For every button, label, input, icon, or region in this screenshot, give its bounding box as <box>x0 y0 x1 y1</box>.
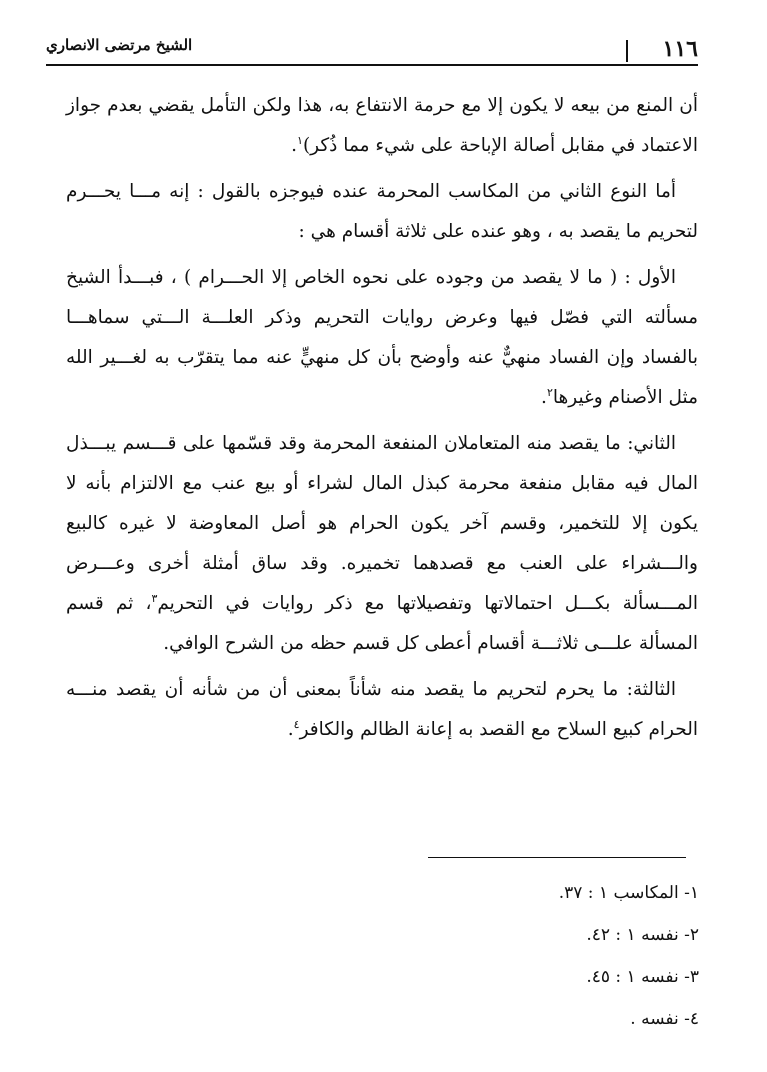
running-header <box>46 34 698 64</box>
footnote-2: ٢- نفسه ١ : ٤٢. <box>586 925 699 945</box>
paragraph-4: الثاني: ما يقصد منه المتعاملان المنفعة المحرمة وقد قسّمها على قـــسم يبـــذل المال فيه مقابل منفعة محرمة كبذل المال لشراء أو بيع عنب مع الالتزام بأنه لا يكون إلا للتخمير، وقسم آخر يكون الحرام هو أصل المعاوضة لا غيره كالبيع والـــشراء على العنب مع قصدهما تخميره. وقد ساق أمثلة أخرى وعـــرض المـــسألة بكـــل احتمالاتها وتفصيلاتها مع ذكر روايات في التحريم$^٣$، ثم قسم المسألة علـــى ثلاثـــة أقسام أعطى كل قسم حظه من الشرح الوافي. <box>66 433 698 654</box>
footnote-ref-2: ٢ <box>546 385 553 399</box>
running-title: الشيخ مرتضى الانصاري <box>46 36 193 54</box>
header-tick-mark <box>626 40 628 62</box>
footnote-4: ٤- نفسه . <box>630 1009 699 1029</box>
footnote-ref-3: ٣ <box>151 591 158 605</box>
footnote-ref-4: ٤ <box>293 717 300 731</box>
main-text <box>66 86 698 750</box>
footnote-separator <box>428 857 686 858</box>
paragraph-2: أما النوع الثاني من المكاسب المحرمة عنده فيوجزه بالقول : إنه مـــا يحـــرم لتحريم ما يقصد به ، وهو عنده على ثلاثة أقسام هي : <box>66 181 698 242</box>
footnotes <box>399 872 699 1040</box>
paragraph-3: الأول : ( ما لا يقصد من وجوده على نحوه الخاص إلا الحـــرام ) ، فبـــدأ الشيخ مسألته التي فصّل فيها وعرض روايات التحريم وذكر العلـــة الـــتي سماهـــا بالفساد وإن الفساد منهيٌّ عنه وأوضح بأن كل منهيٍّ عنه مما يتقرّب به لغـــير الله مثل الأصنام وغيرها$^٢$. <box>66 267 698 408</box>
page-number: ١١٦ <box>662 36 698 62</box>
footnote-1: ١- المكاسب ١ : ٣٧. <box>558 883 699 903</box>
paragraph-5: الثالثة: ما يحرم لتحريم ما يقصد منه شأناً بمعنى أن من شأنه أن يقصد منـــه الحرام كبيع السلاح مع القصد به إعانة الظالم والكافر$^٤$. <box>66 679 698 740</box>
header-rule <box>46 64 698 66</box>
paragraph-1: أن المنع من بيعه لا يكون إلا مع حرمة الانتفاع به، هذا ولكن التأمل يقضي بعدم جواز الاعتماد في مقابل أصالة الإباحة على شيء مما ذُكر)$^١$. <box>66 95 698 156</box>
footnote-3: ٣- نفسه ١ : ٤٥. <box>586 967 699 987</box>
footnote-ref-1: ١ <box>297 133 303 147</box>
